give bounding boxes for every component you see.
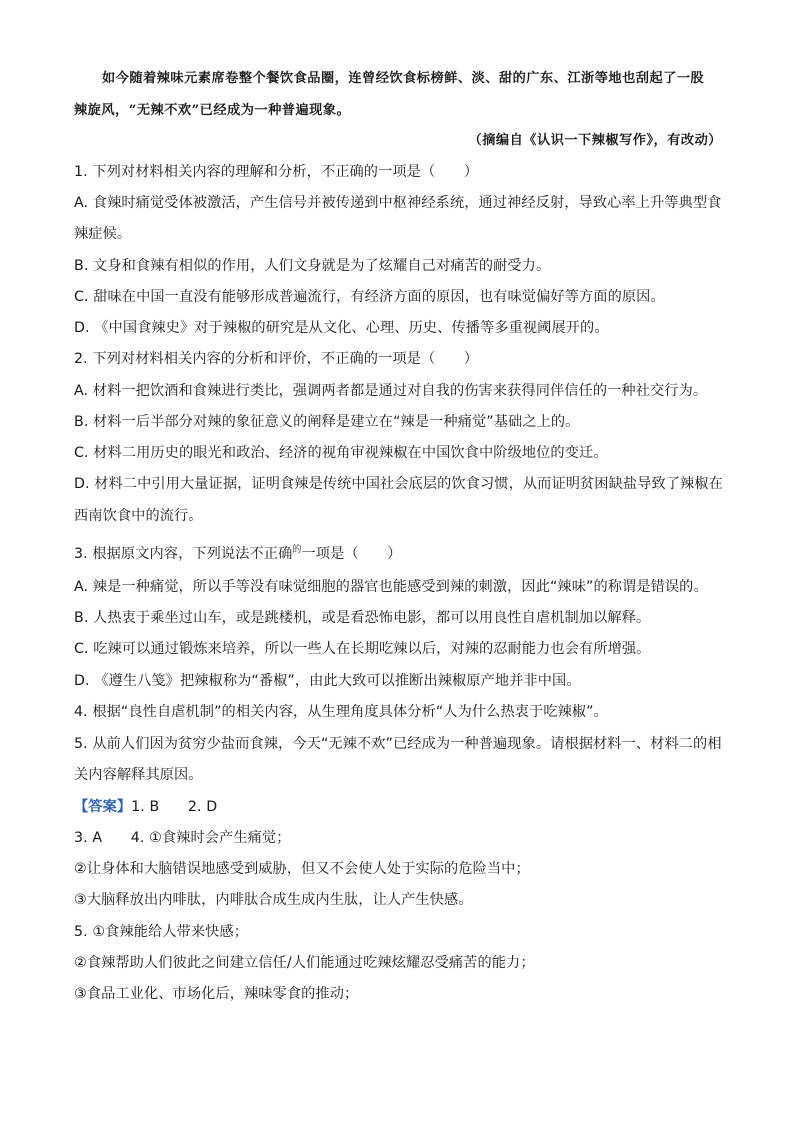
question-3-option-d: D. 《遵生八笺》把辣椒称为“番椒”，由此大致可以推断出辣椒原产地并非中国。 (74, 673, 581, 689)
answer-line-5: 5. ①食辣能给人带来快感； (74, 924, 249, 940)
question-1-stem: 1. 下列对材料相关内容的理解和分析，不正确的一项是（ ） (74, 164, 479, 180)
answer-line-7: ③食品工业化、市场化后，辣味零食的推动； (74, 986, 359, 1002)
question-3-option-b: B. 人热衷于乘坐过山车，或是跳楼机，或是看恐怖电影，都可以用良性自虐机制加以解释。 (74, 610, 651, 626)
question-5-stem-line-2: 关内容解释其原因。 (74, 767, 203, 783)
question-1-option-a-line-1: A. 食辣时痛觉受体被激活，产生信号并被传递到中枢神经系统，通过神经反射，导致心率上升等典型食 (74, 195, 722, 211)
question-1-option-a-line-2: 辣症候。 (74, 226, 132, 242)
question-3-stem-part-2: 一项是（ ） (301, 546, 402, 562)
question-2-stem: 2. 下列对材料相关内容的分析和评价，不正确的一项是（ ） (74, 351, 479, 367)
answer-line-4: ③大脑释放出内啡肽，内啡肽合成生成内生肽，让人产生快感。 (74, 892, 473, 908)
question-4-stem: 4. 根据“良性自虐机制”的相关内容，从生理角度具体分析“人为什么热衷于吃辣椒”。 (74, 704, 608, 720)
question-5-stem-line-1: 5. 从前人们因为贫穷少盐而食辣，今天“无辣不欢”已经成为一种普遍现象。请根据材料一、材料二的相 (74, 736, 722, 752)
question-2-option-c: C. 材料二用历史的眼光和政治、经济的视角审视辣椒在中国饮食中阶级地位的变迁。 (74, 445, 608, 461)
question-2-option-b: B. 材料一后半部分对辣的象征意义的阐释是建立在“辣是一种痛觉”基础之上的。 (74, 414, 580, 430)
question-1-option-c: C. 甜味在中国一直没有能够形成普遍流行，有经济方面的原因，也有味觉偏好等方面的原因。 (74, 289, 665, 305)
passage-line-1: 如今随着辣味元素席卷整个餐饮食品圈，连曾经饮食标榜鲜、淡、甜的广东、江浙等地也刮起了一股 (102, 71, 705, 86)
question-3-stem-part-1: 3. 根据原文内容，下列说法不正确 (74, 546, 293, 562)
answer-line-6: ②食辣帮助人们彼此之间建立信任/人们能通过吃辣炫耀忍受痛苦的能力； (74, 955, 535, 971)
question-2-option-d-line-2: 西南饮食中的流行。 (74, 508, 203, 524)
answer-line-3: ②让身体和大脑错误地感受到威胁，但又不会使人处于实际的危险当中； (74, 861, 530, 877)
passage-line-2: 辣旋风，“无辣不欢”已经成为一种普遍现象。 (74, 103, 351, 118)
question-1-option-d: D. 《中国食辣史》对于辣椒的研究是从文化、心理、历史、传播等多重视阈展开的。 (74, 320, 609, 336)
passage-source: （摘编自《认识一下辣椒写作》，有改动） (468, 133, 722, 148)
question-3-option-a: A. 辣是一种痛觉，所以手等没有味觉细胞的器官也能感受到辣的刺激，因此“辣味”的称谓是错误的。 (74, 579, 708, 595)
question-1-option-b: B. 文身和食辣有相似的作用，人们文身就是为了炫耀自己对痛苦的耐受力。 (74, 258, 551, 274)
answer-line-1 (74, 798, 734, 816)
question-3-option-c: C. 吃辣可以通过锻炼来培养，所以一些人在长期吃辣以后，对辣的忍耐能力也会有所增强。 (74, 641, 651, 657)
answer-tag: 【答案】 (74, 799, 132, 815)
question-3-stem-superscript: 的 (292, 545, 302, 555)
question-3-stem (74, 545, 734, 565)
question-2-option-d-line-1: D. 材料二中引用大量证据，证明食辣是传统中国社会底层的饮食习惯，从而证明贫困缺盐导致了辣椒在 (74, 476, 723, 492)
answer-line-2: 3. A 4. ①食辣时会产生痛觉； (74, 830, 291, 846)
question-2-option-a: A. 材料一把饮酒和食辣进行类比，强调两者都是通过对自我的伤害来获得同伴信任的一种社交行为。 (74, 383, 708, 399)
answer-line-1-text: 1. B 2. D (131, 799, 218, 815)
